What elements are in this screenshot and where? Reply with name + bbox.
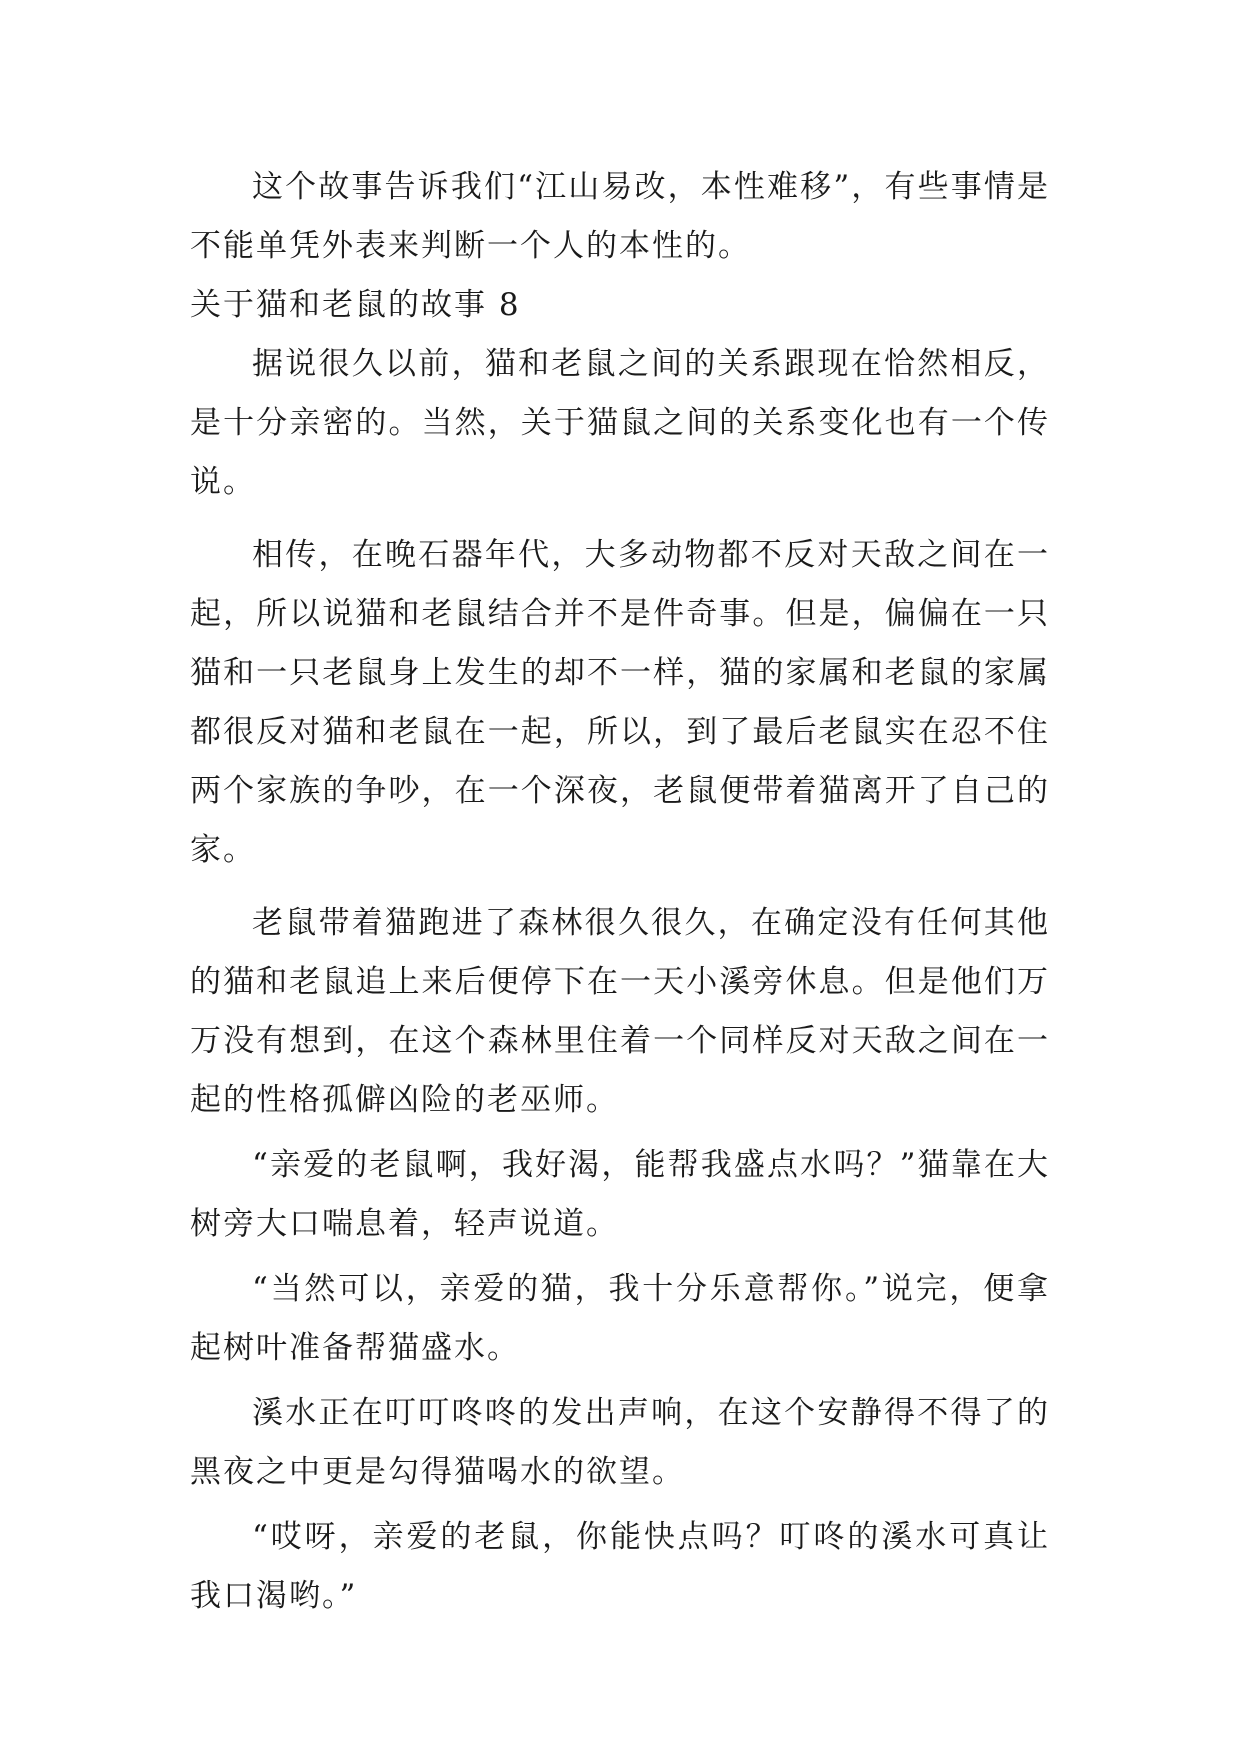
paragraph: 这个故事告诉我们“江山易改，本性难移”，有些事情是不能单凭外表来判断一个人的本性的。: [190, 169, 1050, 264]
section-heading: 关于猫和老鼠的故事 8: [190, 287, 521, 323]
paragraph: 老鼠带着猫跑进了森林很久很久，在确定没有任何其他的猫和老鼠追上来后便停下在一天小溪旁休息。但是他们万万没有想到，在这个森林里住着一个同样反对天敌之间在一起的性格孤僻凶险的老巫师。: [190, 905, 1050, 1118]
paragraph: “哎呀，亲爱的老鼠，你能快点吗？叮咚的溪水可真让我口渴哟。”: [190, 1519, 1050, 1614]
paragraph: 据说很久以前，猫和老鼠之间的关系跟现在恰然相反，是十分亲密的。当然，关于猫鼠之间的关系变化也有一个传说。: [190, 346, 1050, 500]
paragraph: 溪水正在叮叮咚咚的发出声响，在这个安静得不得了的黑夜之中更是勾得猫喝水的欲望。: [190, 1395, 1050, 1490]
paragraph: “当然可以，亲爱的猫，我十分乐意帮你。”说完，便拿起树叶准备帮猫盛水。: [190, 1271, 1050, 1366]
paragraph: 相传，在晚石器年代，大多动物都不反对天敌之间在一起，所以说猫和老鼠结合并不是件奇事。但是，偏偏在一只猫和一只老鼠身上发生的却不一样，猫的家属和老鼠的家属都很反对猫和老鼠在一起，所以，到了最后老鼠实在忍不住两个家族的争吵，在一个深夜，老鼠便带着猫离开了自己的家。: [190, 537, 1050, 868]
document-body: [190, 158, 1050, 1626]
paragraph: “亲爱的老鼠啊，我好渴，能帮我盛点水吗？”猫靠在大树旁大口喘息着，轻声说道。: [190, 1147, 1050, 1242]
